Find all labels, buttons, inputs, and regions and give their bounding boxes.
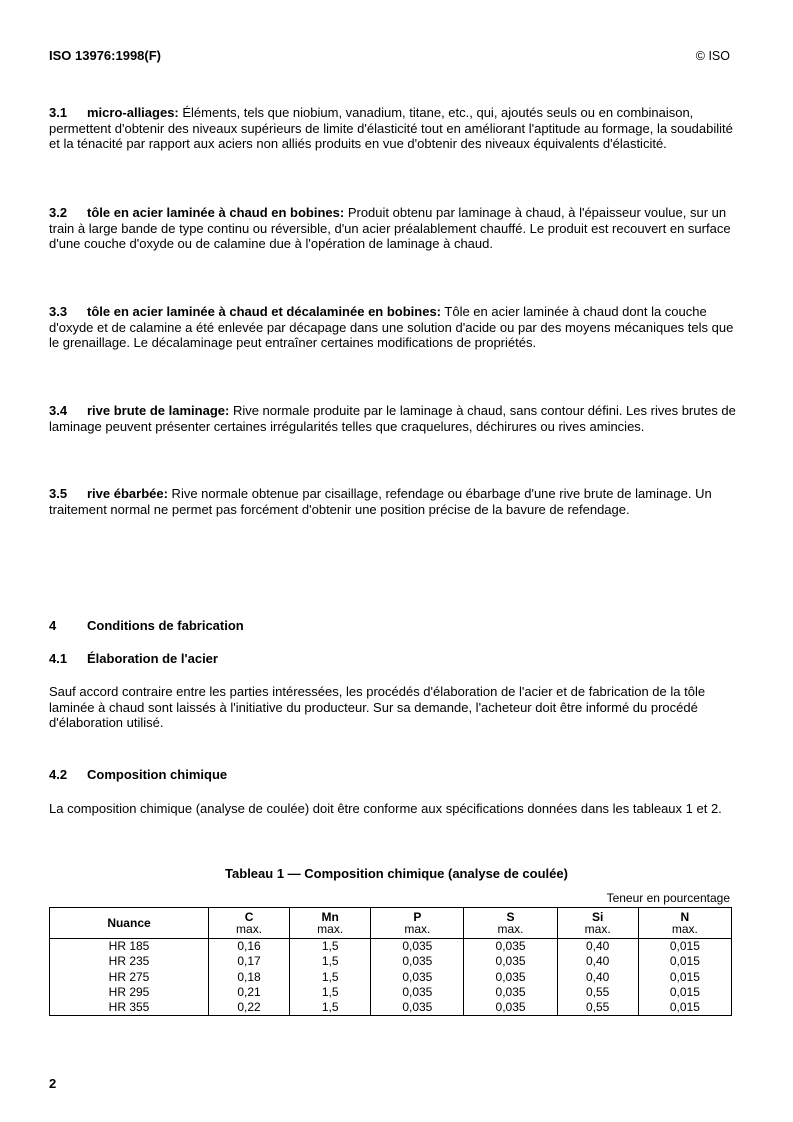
table-cell: 0,22 (209, 1000, 290, 1016)
definition-3-5 (49, 486, 739, 517)
table-cell: 0,21 (209, 985, 290, 1000)
table-cell: 0,035 (464, 970, 557, 985)
definition-text: Éléments, tels que niobium, vanadium, titane, etc., qui, ajoutés seuls ou en combinaison, permettent d'obtenir des niveaux supérieurs de limite d'élasticité tout en améliorant l'aptitude au formage, la soudabilité et la ténacité par rapport aux aciers non alliés produits en vue d'obtenir des niveaux équivalents d'élasticité. (49, 105, 733, 152)
table-cell: HR 185 (50, 939, 209, 955)
table-cell: 1,5 (290, 985, 371, 1000)
definition-number: 3.5 (49, 486, 68, 501)
table-cell: 0,035 (371, 985, 464, 1000)
table-header-row (50, 908, 732, 939)
table-row (50, 970, 732, 985)
definition-term: tôle en acier laminée à chaud en bobines: (87, 205, 345, 220)
table-cell: HR 295 (50, 985, 209, 1000)
table-cell: 0,015 (638, 939, 731, 955)
table-cell: 0,035 (371, 1000, 464, 1016)
table-cell: 0,015 (638, 970, 731, 985)
table-cell: 0,015 (638, 985, 731, 1000)
definition-text: Tôle en acier laminée à chaud dont la couche d'oxyde et de calamine a été enlevée par décapage dans une solution d'acide ou par des moyens mécaniques tels que le grenaillage. Le décalaminage peut entraîner certaines modifications de propriétés. (49, 304, 734, 351)
table-cell: 0,035 (464, 1000, 557, 1016)
definition-3-4 (49, 403, 739, 434)
table-row (50, 1000, 732, 1016)
table-cell: 0,015 (638, 1000, 731, 1016)
copyright: © ISO (695, 49, 730, 63)
definition-term: micro-alliages: (87, 105, 179, 120)
table-row (50, 954, 732, 969)
definition-3-2 (49, 205, 739, 252)
column-header-n: N max. (638, 908, 731, 939)
table-row (50, 985, 732, 1000)
definition-term: rive ébarbée: (87, 486, 168, 501)
definition-number: 3.2 (49, 205, 68, 220)
definition-3-1 (49, 105, 739, 152)
definition-text: Rive normale obtenue par cisaillage, refendage ou ébarbage d'une rive brute de laminage. Un traitement normal ne permet pas forcément d'obtenir une position précise de la bavure de refendage. (49, 486, 712, 517)
definition-term: tôle en acier laminée à chaud et décalaminée en bobines: (87, 304, 442, 319)
column-header-nuance: Nuance (50, 908, 209, 939)
section-title: Composition chimique (87, 767, 228, 782)
table-cell: 0,035 (464, 939, 557, 955)
table-cell: 0,035 (371, 970, 464, 985)
column-header-mn: Mn max. (290, 908, 371, 939)
table-row (50, 939, 732, 955)
page-number: 2 (49, 1076, 57, 1091)
column-header-p: P max. (371, 908, 464, 939)
section-4-1-text: Sauf accord contraire entre les parties intéressées, les procédés d'élaboration de l'acier et de fabrication de la tôle laminée à chaud sont laissés à l'initiative du producteur. Sur sa demande, l'acheteur doit être informé du procédé d'élaboration utilisé. (49, 684, 706, 731)
definition-text: Rive normale produite par le laminage à chaud, sans contour défini. Les rives brutes de laminage peuvent présenter certaines irrégularités telles que craquelures, déchirures ou rives amincies. (49, 403, 736, 434)
table-cell: 0,015 (638, 954, 731, 969)
definition-term: rive brute de laminage: (87, 403, 230, 418)
section-4-2-heading (49, 767, 227, 782)
table-cell: HR 235 (50, 954, 209, 969)
table-cell: 0,18 (209, 970, 290, 985)
table-unit: Teneur en pourcentage (606, 891, 730, 905)
section-number: 4.2 (49, 767, 68, 782)
table-cell: 0,17 (209, 954, 290, 969)
definition-number: 3.3 (49, 304, 68, 319)
definition-number: 3.1 (49, 105, 68, 120)
definition-3-3 (49, 304, 739, 351)
column-header-si: Si max. (557, 908, 638, 939)
table-cell: 0,55 (557, 985, 638, 1000)
table-cell: HR 355 (50, 1000, 209, 1016)
table-cell: 0,035 (464, 954, 557, 969)
column-header-s: S max. (464, 908, 557, 939)
table-cell: 0,40 (557, 970, 638, 985)
section-4-2-text: La composition chimique (analyse de coulée) doit être conforme aux spécifications données dans les tableaux 1 et 2. (49, 801, 722, 816)
section-title: Conditions de fabrication (87, 618, 244, 633)
table-cell: 1,5 (290, 970, 371, 985)
section-title: Élaboration de l'acier (87, 651, 218, 666)
table-cell: 1,5 (290, 954, 371, 969)
table-cell: 0,40 (557, 954, 638, 969)
table-cell: 1,5 (290, 1000, 371, 1016)
table-cell: 0,035 (371, 939, 464, 955)
table-cell: HR 275 (50, 970, 209, 985)
column-header-c: C max. (209, 908, 290, 939)
table-cell: 0,035 (464, 985, 557, 1000)
section-4-1-heading (49, 651, 218, 666)
section-number: 4 (49, 618, 57, 633)
section-number: 4.1 (49, 651, 68, 666)
table-cell: 0,55 (557, 1000, 638, 1016)
table-cell: 0,40 (557, 939, 638, 955)
table-caption: Tableau 1 — Composition chimique (analyse de coulée) (225, 866, 568, 881)
table-cell: 0,16 (209, 939, 290, 955)
composition-table (49, 907, 732, 1016)
document-id: ISO 13976:1998(F) (49, 48, 162, 63)
definition-text: Produit obtenu par laminage à chaud, à l'épaisseur voulue, sur un train à large bande de type continu ou réversible, d'un acier préalablement chauffé. Le produit est recouvert en surface d'une couche d'oxyde ou de calamine due à l'opération de laminage à chaud. (49, 205, 731, 252)
table-cell: 1,5 (290, 939, 371, 955)
definition-number: 3.4 (49, 403, 68, 418)
table-cell: 0,035 (371, 954, 464, 969)
section-4-heading (49, 618, 244, 633)
